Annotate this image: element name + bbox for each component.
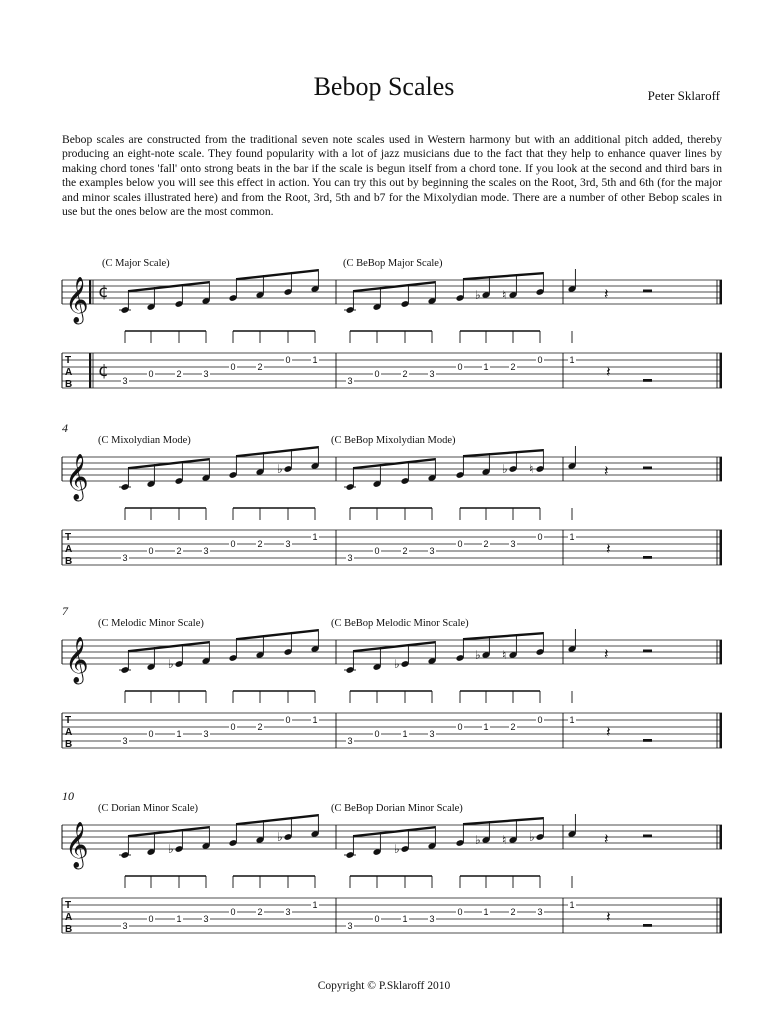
bar3-tab-fret-number: 1 [569, 715, 575, 726]
bar3-tab-fret-number: 1 [569, 532, 575, 543]
bar1-tab-fret-number: 2 [257, 907, 263, 918]
bar1-beam [128, 641, 209, 652]
tab-cut-time-icon: ¢ [98, 361, 109, 381]
half-rest-icon [643, 290, 652, 293]
bar1-tab-fret-number: 0 [230, 907, 236, 918]
tab-clef-letter: B [65, 556, 73, 567]
bar2-tab-fret-number: 1 [483, 907, 489, 918]
bar2-beam [353, 826, 435, 837]
treble-clef-icon: 𝄞 [65, 822, 89, 868]
final-thick-barline [720, 640, 723, 664]
bebop-scale-label: (C BeBop Melodic Minor Scale) [331, 618, 469, 629]
bebop-scale-label: (C BeBop Mixolydian Mode) [331, 435, 456, 446]
bar1-tab-fret-number: 1 [312, 355, 318, 366]
bar1-tab-fret-number: 0 [285, 715, 291, 726]
bar2-tab-fret-number: 3 [347, 376, 353, 387]
bar2-tab-fret-number: 3 [429, 369, 435, 380]
bar1-tab-fret-number: 1 [312, 532, 318, 543]
bar1-tab-fret-number: 1 [176, 729, 182, 740]
tab-half-rest-icon [643, 379, 652, 382]
tab-clef-letter: T [65, 532, 72, 543]
bar2-tab-fret-number: 3 [429, 729, 435, 740]
natural-accidental-icon: ♮ [502, 648, 507, 662]
bar2-beam [353, 281, 435, 292]
bar1-tab-fret-number: 3 [203, 914, 209, 925]
bar2-tab-fret-number: 2 [510, 907, 516, 918]
scale-label: (C Major Scale) [102, 258, 170, 269]
bar2-tab-fret-number: 0 [537, 355, 543, 366]
scale-label: (C Dorian Minor Scale) [98, 803, 199, 814]
flat-accidental-icon: ♭ [277, 462, 283, 476]
bar1-tab-fret-number: 3 [285, 539, 291, 550]
half-rest-icon [643, 467, 652, 470]
author-name: Peter Sklaroff [647, 88, 720, 103]
bar1-tab-fret-number: 0 [285, 355, 291, 366]
tab-half-rest-icon [643, 739, 652, 742]
tab-clef-letter: T [65, 900, 72, 911]
quarter-rest-icon: 𝄽 [604, 830, 609, 848]
final-thick-barline [720, 457, 723, 481]
page-title: Bebop Scales [313, 72, 455, 101]
bar1-tab-fret-number: 3 [203, 369, 209, 380]
bar1-tab-fret-number: 3 [122, 553, 128, 564]
flat-accidental-icon: ♭ [475, 833, 481, 847]
bar2-tab-fret-number: 0 [537, 715, 543, 726]
tab-clef-letter: A [65, 367, 73, 378]
quarter-rest-icon: 𝄽 [604, 285, 609, 303]
bar2-tab-fret-number: 0 [374, 729, 380, 740]
tab-half-rest-icon [643, 924, 652, 927]
bar2-tab-fret-number: 0 [457, 539, 463, 550]
bar2-tab-fret-number: 2 [510, 362, 516, 373]
half-rest-icon [643, 650, 652, 653]
bar1-tab-fret-number: 3 [203, 546, 209, 557]
bar1-tab-fret-number: 2 [176, 546, 182, 557]
tab-quarter-rest-icon: 𝄽 [606, 723, 611, 741]
bar1-tab-fret-number: 3 [122, 736, 128, 747]
flat-accidental-icon: ♭ [475, 288, 481, 302]
bar1-tab-fret-number: 1 [176, 914, 182, 925]
bar1-tab-fret-number: 1 [312, 900, 318, 911]
bar2-tab-fret-number: 0 [457, 362, 463, 373]
bar3-tab-fret-number: 1 [569, 355, 575, 366]
bar1-tab-fret-number: 0 [148, 546, 154, 557]
bar1-tab-fret-number: 1 [312, 715, 318, 726]
tab-clef-letter: A [65, 544, 73, 555]
intro-paragraph: Bebop scales are constructed from the traditional seven note scales used in Western harmony but with an additional pitch added, thereby producing an eight-note scale. They found popularity with a lot of jazz musicians due to the fact that they help to enhance quaver lines by making chord tones 'fall' onto strong beats in the bar if the scale is begun itself from a chord tone. If you look at the second and third bars in the examples below you will see this effect in action. You can try this out by beginning the scales on the Root, 3rd, 5th and 6th (for the major and minor scales illustrated here) and from the Root, 3rd, 5th and b7 for the Mixolydian mode. There are a number of other Bebop scales in use but the ones below are the most common. [62, 133, 722, 219]
bar1-tab-fret-number: 2 [176, 369, 182, 380]
bar2-tab-fret-number: 1 [402, 729, 408, 740]
bar2-tab-fret-number: 2 [402, 369, 408, 380]
quarter-rest-icon: 𝄽 [604, 645, 609, 663]
flat-accidental-icon: ♭ [277, 830, 283, 844]
tab-clef-letter: B [65, 379, 73, 390]
bar2-tab-fret-number: 1 [483, 362, 489, 373]
tab-clef-letter: A [65, 912, 73, 923]
tab-quarter-rest-icon: 𝄽 [606, 363, 611, 381]
tab-clef-letter: T [65, 715, 72, 726]
bar1-tab-fret-number: 3 [122, 921, 128, 932]
final-thick-barline [720, 280, 723, 304]
flat-accidental-icon: ♭ [475, 648, 481, 662]
bar2-tab-fret-number: 1 [483, 722, 489, 733]
bar2-beam [463, 272, 543, 280]
final-thick-barline [720, 825, 723, 849]
system-number: 4 [62, 421, 68, 435]
bar2-tab-fret-number: 3 [347, 921, 353, 932]
bar2-tab-fret-number: 2 [402, 546, 408, 557]
bar1-beam [236, 269, 318, 280]
tab-quarter-rest-icon: 𝄽 [606, 540, 611, 558]
bar1-beam [128, 458, 209, 469]
bar2-tab-fret-number: 3 [510, 539, 516, 550]
tab-clef-letter: A [65, 727, 73, 738]
bebop-scale-label: (C BeBop Dorian Minor Scale) [331, 803, 463, 814]
tab-final-thick-barline [720, 713, 723, 748]
system-number: 7 [62, 604, 68, 618]
treble-clef-icon: 𝄞 [65, 277, 89, 323]
bar1-tab-fret-number: 0 [230, 362, 236, 373]
bar2-tab-fret-number: 0 [374, 546, 380, 557]
bar1-tab-fret-number: 3 [122, 376, 128, 387]
bar2-tab-fret-number: 0 [457, 907, 463, 918]
bar3-tab-fret-number: 1 [569, 900, 575, 911]
flat-accidental-icon: ♭ [394, 657, 400, 671]
treble-clef-icon: 𝄞 [65, 637, 89, 683]
bebop-scale-label: (C BeBop Major Scale) [343, 258, 443, 269]
tab-clef-letter: B [65, 739, 73, 750]
bar2-tab-fret-number: 3 [347, 553, 353, 564]
half-rest-icon [643, 835, 652, 838]
cut-time-icon: ¢ [98, 282, 109, 302]
flat-accidental-icon: ♭ [168, 842, 174, 856]
bar1-tab-fret-number: 3 [285, 907, 291, 918]
bar1-beam [128, 826, 209, 837]
bar2-tab-fret-number: 3 [429, 914, 435, 925]
bar2-tab-fret-number: 2 [510, 722, 516, 733]
bar1-tab-fret-number: 2 [257, 539, 263, 550]
tab-half-rest-icon [643, 556, 652, 559]
bar1-tab-fret-number: 0 [230, 722, 236, 733]
bar1-beam [236, 814, 318, 825]
bar2-tab-fret-number: 3 [429, 546, 435, 557]
bar1-tab-fret-number: 0 [148, 369, 154, 380]
natural-accidental-icon: ♮ [502, 288, 507, 302]
bar2-beam [463, 449, 543, 457]
bar2-tab-fret-number: 0 [374, 914, 380, 925]
tab-quarter-rest-icon: 𝄽 [606, 908, 611, 926]
bar2-tab-fret-number: 2 [483, 539, 489, 550]
scale-label: (C Mixolydian Mode) [98, 435, 191, 446]
bar2-tab-fret-number: 3 [537, 907, 543, 918]
tab-final-thick-barline [720, 353, 723, 388]
bar1-tab-fret-number: 0 [148, 914, 154, 925]
bar1-tab-fret-number: 0 [230, 539, 236, 550]
bar2-tab-fret-number: 0 [537, 532, 543, 543]
flat-accidental-icon: ♭ [168, 657, 174, 671]
bar2-beam [353, 641, 435, 652]
tab-clef-letter: B [65, 924, 73, 935]
bar1-beam [128, 281, 209, 292]
flat-accidental-icon: ♭ [502, 462, 508, 476]
bar2-tab-fret-number: 1 [402, 914, 408, 925]
bar1-tab-fret-number: 3 [203, 729, 209, 740]
tab-repeat-thick-barline [89, 353, 91, 388]
flat-accidental-icon: ♭ [394, 842, 400, 856]
bar1-tab-fret-number: 0 [148, 729, 154, 740]
tab-final-thick-barline [720, 530, 723, 565]
tab-final-thick-barline [720, 898, 723, 933]
bar1-tab-fret-number: 2 [257, 362, 263, 373]
bar1-beam [236, 629, 318, 640]
bar2-beam [463, 817, 543, 825]
scale-label: (C Melodic Minor Scale) [98, 618, 204, 629]
flat-accidental-icon: ♭ [529, 830, 535, 844]
copyright-notice: Copyright © P.Sklaroff 2010 [317, 980, 451, 992]
repeat-thick-barline [89, 280, 91, 304]
tab-clef-letter: T [65, 355, 72, 366]
bar2-beam [463, 632, 543, 640]
natural-accidental-icon: ♮ [529, 462, 534, 476]
natural-accidental-icon: ♮ [502, 833, 507, 847]
bar1-tab-fret-number: 2 [257, 722, 263, 733]
treble-clef-icon: 𝄞 [65, 454, 89, 500]
bar1-beam [236, 446, 318, 457]
system-number: 10 [62, 789, 74, 803]
bar2-beam [353, 458, 435, 469]
quarter-rest-icon: 𝄽 [604, 462, 609, 480]
bar2-tab-fret-number: 0 [374, 369, 380, 380]
bar2-tab-fret-number: 0 [457, 722, 463, 733]
bar2-tab-fret-number: 3 [347, 736, 353, 747]
